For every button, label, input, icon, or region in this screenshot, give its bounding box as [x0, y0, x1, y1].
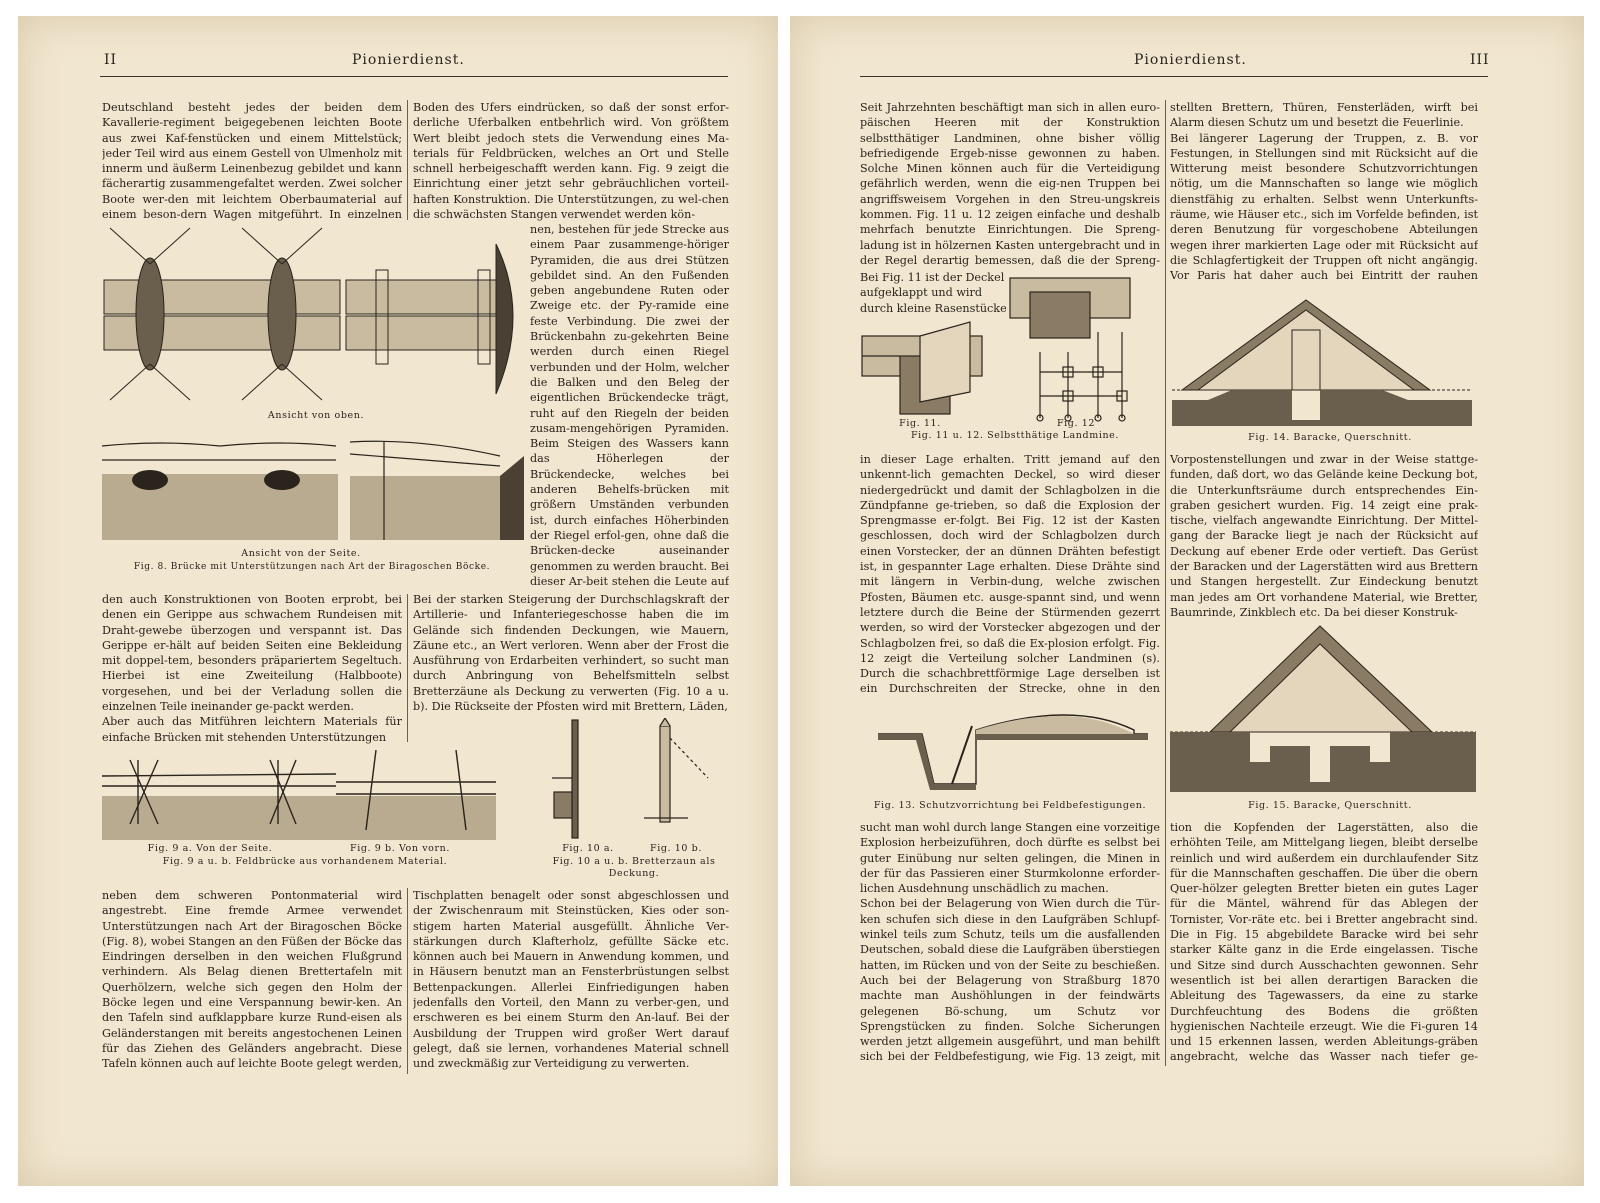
column-rule — [1165, 100, 1166, 1066]
left-col2-side-text: nen, bestehen für jede Strecke aus einem Paar zusammenge-höriger Pyramiden, die aus drei Stützen gebildet sind. An den Fußenden geben angebundene Ruten oder Zweige etc. der Py-ramide eine feste Verbindung. Die zwei der Brückenbahn zu-gekehrten Beine werden durch einen Riegel verbunden und der Holm, welcher die Balken und den Beleg der eigentlichen Brückendecke trägt, ruht auf den Riegeln der beiden zusam-mengehörigen Pyramiden. Beim Steigen des Wassers kann das Höherlegen der Brückendecke, welches bei anderen Behelfs-brücken mit größern Umständen verbunden ist, durch einfaches Höherbinden der Riegel erfol-gen, ohne daß die Brücken-decke auseinander genommen zu werden braucht. Bei dieser Ar-beit stehen die Leute auf — [530, 223, 729, 588]
header-rule — [100, 76, 728, 77]
fig10a-label: Fig. 10 a. — [562, 843, 614, 854]
fig8-top-view-label: Ansicht von oben. — [267, 410, 365, 421]
fig9a-label: Fig. 9 a. Von der Seite. — [147, 843, 273, 854]
page-number: II — [104, 52, 118, 68]
right-col1-mid-text: in dieser Lage erhalten. Tritt jemand auf den unkennt-lich gemachten Deckel, so wird dieser niedergedrückt und damit der Schlagbolzen in die Zündpfanne ge-trieben, so daß die Explosion der Sprengmasse er-folgt. Bei Fig. 12 ist der Kasten geschlossen, doch wird der Schlagbolzen durch einen Vorstecker, der an dünnen Drähten befestigt ist, in gespannter Lage erhalten. Diese Drähte sind mit längern in Verbin-dung, welche zwischen Pfosten, Bäumen etc. ausge-spannt sind, und wenn letztere durch die Beine der Stürmenden gezerrt werden, so wird der Vorstecker abgezogen und der Schlagbolzen frei, so daß die Ex-plosion erfolgt. Fig. 12 zeigt die Verteilung solcher Landminen (s). Durch die schachbrettförmige Lage derselben ist ein Durchschreiten der Strecke, ohne in den — [860, 453, 1160, 696]
fig14-caption: Fig. 14. Baracke, Querschnitt. — [1248, 432, 1412, 443]
fig11-12-illustration — [860, 272, 1170, 430]
fig13-illustration — [872, 700, 1152, 790]
column-rule — [407, 100, 408, 220]
running-head: Pionierdienst. — [352, 52, 465, 68]
left-col1-bottom-text: neben dem schweren Pontonmaterial wird angestrebt. Eine fremde Armee verwendet Unterstützungen nach Art der Biragoschen Böcke (Fig. 8), wobei Stangen an den Füßen der Böcke das Eindringen derselben in den weichen Flußgrund verhindern. Als Belag dienen Brettertafeln mit Querhölzern, welche sich gegen den Holm der Böcke legen und eine Verspannung bewir-ken. An den Tafeln sind aufklappbare kurze Rund-eisen als Geländerstangen mit bereits angestochenen Leinen für das Ziehen des Geländers angebracht. Diese Tafeln können auch auf leichte Boote gelegt werden, — [102, 889, 402, 1071]
header-rule — [860, 76, 1488, 77]
running-head: Pionierdienst. — [1134, 52, 1247, 68]
right-col1-bottom-text: sucht man wohl durch lange Stangen eine vorzeitige Explosion herbeizuführen, doch dürfte es selbst bei guter Einübung nur selten gelingen, die Minen in der für das Passieren einer Sturmkolonne erforder-lichen Ausdehnung unschädlich zu machen. Schon bei der Belagerung von Wien durch die Tür-ken schufen sich diese in den Laufgräben Schlupf-winkel teils zum Schutz, teils um die ausfallenden Deutschen, sobald diese die Laufgräben überstiegen hatten, im Rücken und von der Seite zu beschießen. Auch bei der Belagerung von Straßburg 1870 machte man Aushöhlungen in der feindwärts gelegenen Bö-schung, um Schutz vor Sprengstücken zu finden. Solche Sicherungen werden jetzt allgemein ausgeführt, und man behilft sich bei der Feldbefestigung, wie Fig. 13 zeigt, mit — [860, 821, 1160, 1064]
left-col2-top-text: Boden des Ufers eindrücken, so daß der sonst erfor-derliche Uferbalken entbehrlich wird. Von größtem Wert bleibt jedoch stets die Verwendung eines Ma-terials für Feldbrücken, welches an Ort und Stelle schnell herbeigeschafft werden kann. Fig. 9 zeigt die Einrichtung einer jetzt sehr gebräuchlichen vorteil-haften Konstruktion. Die Unterstützungen, zu wel-chen die schwächsten Stangen verwendet werden kön- — [413, 101, 729, 222]
left-col2-bottom-text: Tischplatten benagelt oder sonst abgeschlossen und der Zwischenraum mit Steinstücken, Kies oder son-stigem harten Material ausgefüllt. Ähnliche Ver-stärkungen durch Klafterholz, gefüllte Säcke etc. können auch bei Mauern in Anwendung kommen, und in Häusern benutzt man an Fensterbrüstungen selbst Bettenpackungen. Allerlei Einfriedigungen haben jedenfalls den Vorteil, den Mann zu verber-gen, und erschweren es bei einem Sturm den An-lauf. Bei der Ausbildung der Truppen wird großer Wert darauf gelegt, daß sie lernen, vorhandenes Material schnell und zweckmäßig zur Verteidigung zu verwerten. — [413, 889, 729, 1071]
fig8-side-view-illustration — [100, 436, 524, 546]
fig11-label: Fig. 11. — [899, 418, 941, 429]
right-col2-bottom-text: tion die Kopfenden der Lagerstätten, also die erhöhten Teile, am Mittelgang liegen, bleibt derselbe reinlich und wird außerdem ein durchlaufender Sitz für die Mannschaften geschaffen. Die über die obern Quer-hölzer gelegten Bretter bieten ein gutes Lager für die Mäntel, während für das Ablegen der Tornister, Vor-räte etc. bei i Bretter angebracht sind. Die in Fig. 15 abgebildete Baracke wird bei sehr starker Kälte ganz in die Erde eingelassen. Tische und Sitze sind durch Ausschachten gewonnen. Sehr wesentlich ist bei allen derartigen Baracken die Ableitung des Tagewassers, da eine zu starke Durchfeuchtung des Bodens die größten hygienischen Nachteile erzeugt. Wie die Fi-guren 14 und 15 erkennen lassen, werden Ableitungs-gräben angebracht, welche das Wasser nach tiefer ge- — [1170, 821, 1478, 1064]
fig15-illustration — [1170, 622, 1480, 792]
fig10-illustration — [548, 718, 718, 842]
column-rule — [407, 888, 408, 1074]
right-fig11-note-text: Bei Fig. 11 ist der Deckel aufgeklappt und wird durch kleine Rasenstücke — [860, 271, 1007, 315]
fig15-caption: Fig. 15. Baracke, Querschnitt. — [1248, 800, 1412, 811]
fig11-12-caption: Fig. 11 u. 12. Selbstthätige Landmine. — [910, 430, 1120, 441]
fig8-side-view-label: Ansicht von der Seite. — [241, 548, 361, 559]
fig9b-label: Fig. 9 b. Von vorn. — [350, 843, 450, 854]
fig13-caption: Fig. 13. Schutzvorrichtung bei Feldbefestigungen. — [873, 800, 1147, 811]
fig9-illustration — [100, 750, 524, 844]
right-col2-top-text: stellten Brettern, Thüren, Fensterläden, wirft bei Alarm diesen Schutz um und besetzt die Feuerlinie. Bei längerer Lagerung der Truppen, z. B. vor Festungen, in Stellungen sind mit Rücksicht auf die Witterung meist besondere Schutzvorrichtungen nötig, um die Mannschaften so lange wie möglich dienstfähig zu erhalten. Selbst wenn Unterkunfts-räume, wie Häuser etc., sich im Vorfelde befinden, ist deren Benutzung für vorgeschobene Abteilungen wegen ihrer markierten Lage oder mit Rücksicht auf die Schlagfertigkeit der Truppen oft nicht angängig. Vor Paris hat daher auch bei Eintritt der rauhen — [1170, 101, 1478, 283]
fig14-illustration — [1172, 290, 1478, 426]
fig8-top-view-illustration — [100, 224, 524, 410]
fig10-caption: Fig. 10 a u. b. Bretterzaun als Deckung. — [552, 856, 716, 879]
right-col1-top-text: Seit Jahrzehnten beschäftigt man sich in allen euro-päischen Heeren mit der Konstruktion selbstthätiger Landminen, ohne bisher völlig befriedigende Ergeb-nisse gewonnen zu haben. Solche Minen können auch für die Verteidigung gefährlich werden, wenn die eig-nen Truppen bei angriffsweisem Vorgehen in den Streu-ungskreis kommen. Fig. 11 u. 12 zeigen einfache und deshalb mehrfach benutzte Einrichtungen. Die Spreng-ladung ist in hölzernen Kasten untergebracht und in der Regel derartig bemessen, daß die der Spreng- — [860, 101, 1160, 267]
left-col1-mid-text: den auch Konstruktionen von Booten erprobt, bei denen ein Gerippe aus schwachem Rundeisen mit Draht-gewebe überzogen und verspannt ist. Das Gerippe er-hält auf beiden Seiten eine Bekleidung mit doppel-tem, besonders präpariertem Segeltuch. Hierbei ist eine Zweiteilung (Halbboote) vorgesehen, und bei der Verladung sollen die einzelnen Teile ineinander ge-packt werden. Aber auch das Mitführen leichtern Materials für einfache Brücken mit stehenden Unterstützungen — [102, 593, 402, 744]
fig12-label: Fig. 12 — [1056, 418, 1096, 429]
left-col2-mid-text: Bei der starken Steigerung der Durchschlagskraft der Artillerie- und Infanteriegeschosse haben die im Gelände sich findenden Deckungen, wie Mauern, Zäune etc., an Wert verloren. Wenn aber der Frost die Ausführung von Erdarbeiten verhindert, so sucht man durch Anbringung von Behelfsmitteln selbst Bretterzäune als Deckung zu verwerten (Fig. 10 a u. b). Die Rückseite der Pfosten wird mit Brettern, Läden, — [413, 593, 729, 714]
fig8-caption: Fig. 8. Brücke mit Unterstützungen nach Art der Biragoschen Böcke. — [133, 562, 491, 572]
column-rule — [407, 594, 408, 742]
fig10b-label: Fig. 10 b. — [650, 843, 702, 854]
fig9-caption: Fig. 9 a u. b. Feldbrücke aus vorhandenem Material. — [162, 856, 448, 867]
right-col2-mid-text: Vorpostenstellungen und zwar in der Weise stattge-funden, daß dort, wo das Gelände keine Deckung bot, die Unterkunftsräume durch entsprechendes Ein-graben gesichert wurden. Fig. 14 zeigt eine prak-tische, vielfach angewandte Einrichtung. Der Mittel-gang der Baracke liegt je nach der Rücksicht auf Deckung auf ebener Erde oder vertieft. Das Gerüst der Baracken und der Lagerstätten wird aus Brettern und Stangen hergestellt. Zur Eindeckung benutzt man jedes am Ort vorhandene Material, wie Bretter, Baumrinde, Zinkblech etc. Da bei dieser Konstruk- — [1170, 453, 1478, 618]
page-number: III — [1470, 52, 1490, 68]
left-col1-top-text: Deutschland besteht jedes der beiden dem Kavallerie-regiment beigegebenen leichten Boote aus zwei Kaf-fenstücken und einem Mittelstück; jeder Teil wird aus einem Gestell von Ulmenholz mit innerm und äußerm Leinenbezug gebildet und kann fächerartig zusammengefaltet werden. Zwei solcher Boote wer-den mit leichtem Oberbaumaterial auf einem beson-dern Wagen mitgeführt. In einzelnen — [102, 101, 402, 222]
